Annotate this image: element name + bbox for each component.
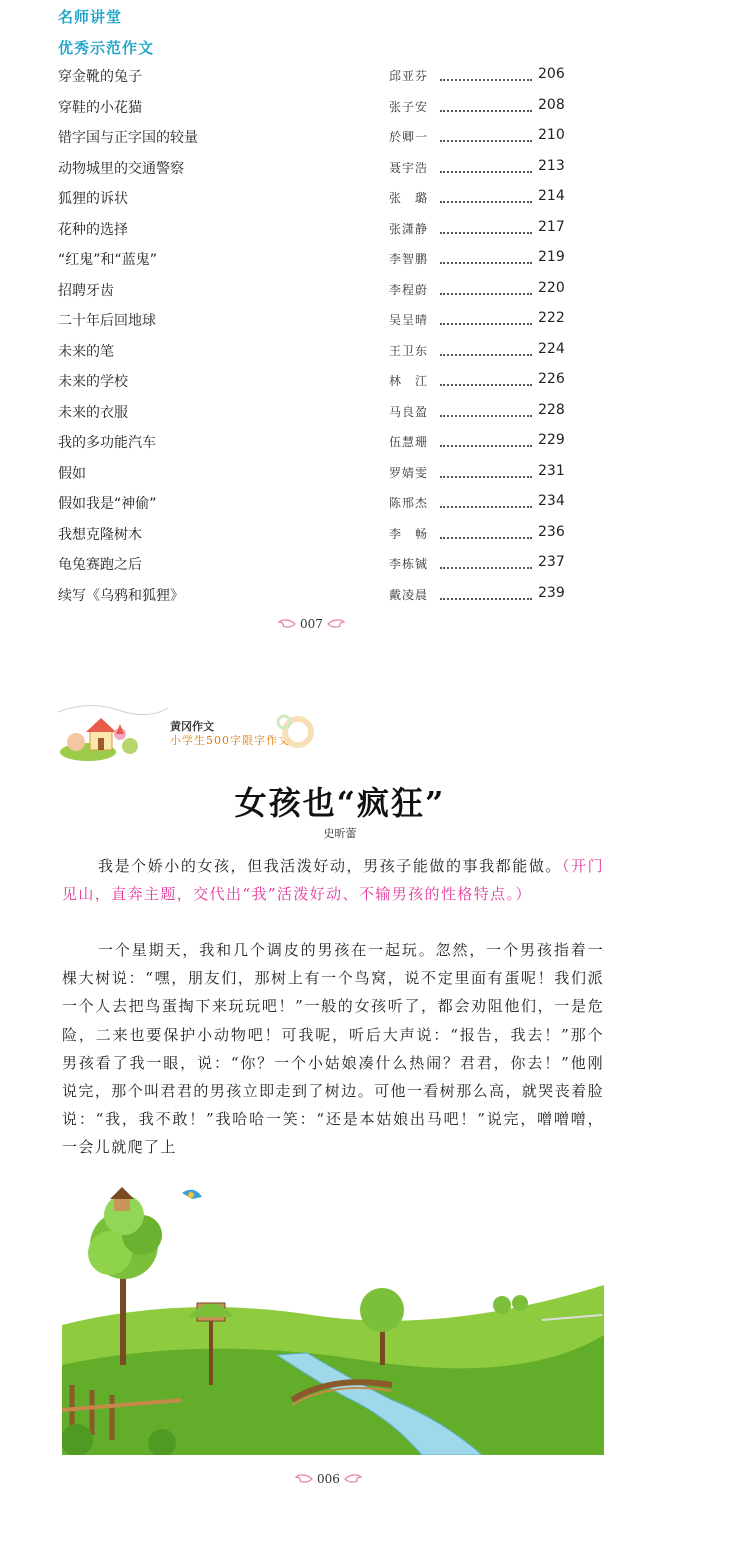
- paragraph-1-text: 我是个娇小的女孩，但我活泼好动，男孩子能做的事我都能做。: [98, 857, 562, 875]
- toc-entry-page: 206: [538, 66, 565, 82]
- toc-entry-page: 208: [538, 96, 565, 113]
- toc-leader-dots: [440, 201, 532, 203]
- toc-entry-author: 於卿一: [389, 130, 429, 144]
- toc-entry-page: 234: [538, 493, 565, 509]
- toc-entry-author: 王卫东: [389, 343, 429, 358]
- toc-leader-dots: [440, 262, 532, 264]
- toc-leader-dots: [440, 384, 532, 386]
- series-label: 黄冈作文: [170, 720, 214, 733]
- toc-leader-dots: [440, 79, 532, 81]
- toc-entry: [0, 487, 750, 518]
- essay-page: [0, 680, 750, 1546]
- page-number-007: [278, 617, 345, 631]
- toc-entry-page: 236: [538, 523, 565, 540]
- toc-leader-dots: [440, 323, 532, 325]
- toc-entry-author: 马良盈: [389, 404, 429, 419]
- toc-page: [0, 0, 750, 650]
- toc-entry-title: 续写《乌鸦和狐狸》: [58, 587, 184, 604]
- toc-entry-page: 226: [538, 371, 565, 387]
- toc-entry: [0, 60, 750, 91]
- essay-paragraph-1: [62, 852, 604, 908]
- meadow-scene-illustration: [62, 1185, 604, 1455]
- toc-entry: [0, 121, 750, 152]
- toc-entry-page: 220: [538, 279, 565, 296]
- toc-entry-author: 林 江: [389, 374, 429, 388]
- toc-entry-page: 217: [538, 218, 565, 235]
- page-number-text: 006: [317, 1472, 340, 1486]
- toc-entry-page: 210: [538, 127, 565, 143]
- toc-leader-dots: [440, 598, 532, 600]
- essay-title: 女孩也“疯狂”: [234, 784, 446, 822]
- toc-entry-title: 龟兔赛跑之后: [58, 557, 142, 573]
- toc-entry: [0, 579, 750, 610]
- toc-leader-dots: [440, 445, 532, 447]
- toc-entry-title: 未来的笔: [58, 343, 114, 360]
- toc-entry-page: 229: [538, 432, 565, 448]
- toc-leader-dots: [440, 293, 532, 295]
- toc-entry-title: 二十年后回地球: [58, 313, 156, 329]
- toc-entry-title: 我的多功能汽车: [58, 435, 156, 451]
- toc-entry-author: 张 璐: [389, 191, 429, 205]
- toc-leader-dots: [440, 506, 532, 508]
- decorative-rings: [270, 710, 320, 750]
- right-wing-icon: [327, 619, 345, 629]
- toc-entry-page: 222: [538, 310, 565, 326]
- toc-entry-title: 我想克隆树木: [58, 526, 142, 543]
- toc-entry-title: 未来的衣服: [58, 404, 128, 421]
- toc-entry-author: 李 畅: [389, 526, 429, 541]
- toc-entry-title: 假如我是“神偷”: [58, 496, 157, 512]
- toc-entry-page: 231: [538, 462, 565, 479]
- left-wing-icon: [278, 619, 296, 629]
- toc-entry-author: 吴呈晴: [389, 313, 429, 327]
- toc-entry: [0, 518, 750, 549]
- toc-entry: [0, 335, 750, 366]
- toc-entry: [0, 91, 750, 122]
- toc-entry-author: 伍慧珊: [389, 435, 429, 449]
- left-wing-icon: [295, 1474, 313, 1484]
- editor-comment: （开门见山，直奔主题，交代出“我”活泼好动、不输男孩的性格特点。）: [62, 857, 605, 904]
- toc-entry-title: 错字国与正字国的较量: [58, 130, 198, 146]
- right-wing-icon: [344, 1474, 362, 1484]
- toc-entry-title: 假如: [58, 465, 86, 482]
- toc-entry-page: 213: [538, 157, 565, 174]
- toc-entry-page: 228: [538, 401, 565, 418]
- series-subtitle: 小学生500字限字作文: [170, 734, 290, 747]
- toc-entry-title: 花种的选择: [58, 221, 128, 238]
- toc-entry: [0, 152, 750, 183]
- toc-leader-dots: [440, 567, 532, 569]
- toc-leader-dots: [440, 537, 532, 539]
- toc-entry-title: “红鬼”和“蓝鬼”: [58, 252, 158, 268]
- cartoon-house-illustration: [58, 702, 168, 762]
- toc-entry-title: 穿鞋的小花猫: [58, 99, 142, 116]
- toc-entry-author: 罗婧雯: [389, 465, 429, 480]
- toc-entry-author: 李程蔚: [389, 282, 429, 297]
- toc-leader-dots: [440, 476, 532, 478]
- toc-entry-page: 219: [538, 249, 565, 265]
- toc-list: [0, 60, 750, 609]
- toc-entry-author: 邱亚芬: [389, 69, 429, 83]
- toc-entry-page: 239: [538, 584, 565, 601]
- toc-entry-title: 招聘牙齿: [58, 282, 114, 299]
- toc-entry: [0, 304, 750, 335]
- toc-entry-title: 未来的学校: [58, 374, 128, 390]
- toc-entry-page: 224: [538, 340, 565, 357]
- toc-entry-title: 穿金靴的兔子: [58, 69, 142, 85]
- section-heading-lecture: 名师讲堂: [58, 8, 123, 26]
- section-heading-model-essays: 优秀示范作文: [58, 39, 155, 57]
- toc-entry-author: 李智鹏: [389, 252, 429, 266]
- toc-entry: [0, 213, 750, 244]
- page-number-text: 007: [300, 617, 323, 631]
- toc-leader-dots: [440, 171, 532, 173]
- toc-entry-author: 张子安: [389, 99, 429, 114]
- toc-entry-author: 张潇静: [389, 221, 429, 236]
- page-number-006: [295, 1472, 362, 1486]
- toc-entry: [0, 426, 750, 457]
- essay-paragraph-2: 一个星期天，我和几个调皮的男孩在一起玩。忽然，一个男孩指着一棵大树说：“嘿，朋友们，那树上有一个鸟窝，说不定里面有蛋呢！我们派一个人去把鸟蛋掏下来玩玩吧！”一般的女孩听了，都会劝阻他们，一是危险，二来也要保护小动物吧！可我呢，听后大声说：“报告，我去！”那个男孩看了我一眼，说：“你？一个小姑娘凑什么热闹？君君，你去！”他刚说完，那个叫君君的男孩立即走到了树边。可他一看树那么高，就哭丧着脸说：“我，我不敢！”我哈哈一笑：“还是本姑娘出马吧！”说完，噌噌噌，一会儿就爬了上: [62, 941, 604, 1157]
- toc-leader-dots: [440, 415, 532, 417]
- toc-entry-page: 214: [538, 188, 565, 204]
- toc-entry: [0, 548, 750, 579]
- toc-entry-title: 狐狸的诉状: [58, 191, 128, 207]
- toc-entry-author: 李栋铖: [389, 557, 429, 571]
- toc-entry: [0, 274, 750, 305]
- toc-entry: [0, 396, 750, 427]
- toc-entry: [0, 243, 750, 274]
- toc-leader-dots: [440, 110, 532, 112]
- toc-entry-page: 237: [538, 554, 565, 570]
- toc-leader-dots: [440, 140, 532, 142]
- toc-entry: [0, 365, 750, 396]
- toc-entry-author: 聂宇浩: [389, 160, 429, 175]
- toc-leader-dots: [440, 354, 532, 356]
- toc-entry-author: 戴凌晨: [389, 587, 429, 602]
- toc-leader-dots: [440, 232, 532, 234]
- essay-author: 史昕蕾: [323, 827, 357, 840]
- toc-entry: [0, 457, 750, 488]
- toc-entry: [0, 182, 750, 213]
- toc-entry-author: 陈邢杰: [389, 496, 429, 510]
- toc-entry-title: 动物城里的交通警察: [58, 160, 184, 177]
